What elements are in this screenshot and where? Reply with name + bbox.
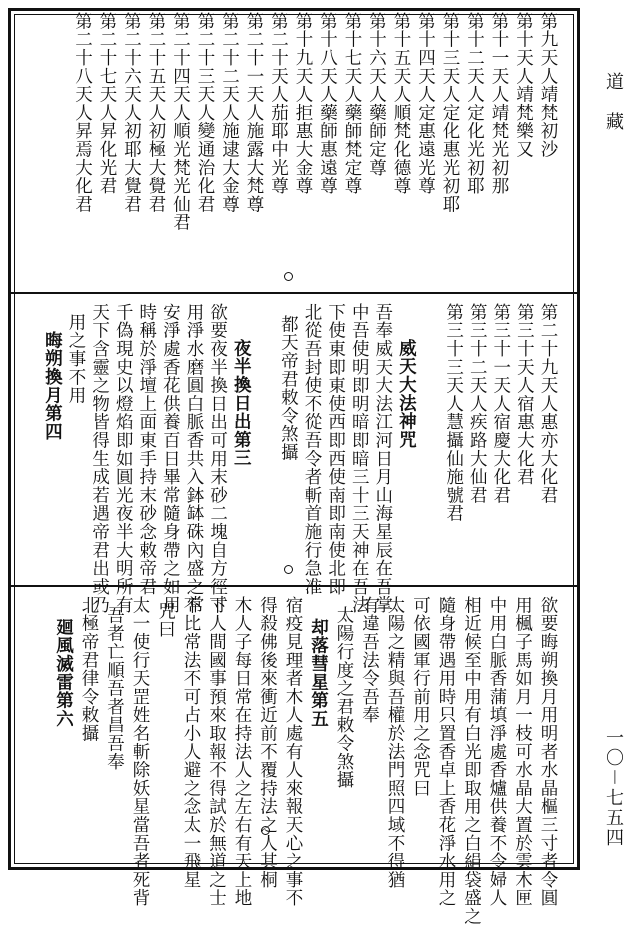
- circle-mark: [261, 826, 270, 835]
- text-column: 隨身帶遇用時只置香卓上香花淨水用之: [436, 596, 456, 908]
- text-column: 第十八天人藥師惠遠尊: [317, 12, 338, 195]
- text-column: 第十三天人定化惠光初耶: [440, 12, 460, 214]
- text-column: 木人子每日常在持法人之左右有天上地: [232, 596, 252, 908]
- text-column: 咒曰: [155, 602, 176, 639]
- text-column: 第二十七天人昇化光君: [97, 12, 117, 195]
- text-column: 太一使行天罡姓名斬除妖星當吾者死背: [130, 596, 150, 908]
- text-column: 第二十九天人惠亦大化君: [538, 303, 558, 505]
- section-heading: 廻風滅雷第六: [53, 618, 74, 728]
- text-column: 第三十二天人疾路大仙君: [467, 303, 488, 505]
- text-column: 第十二天人定化光初耶: [464, 12, 485, 195]
- text-column: 太陽之精與吾權於法門照四域不得猶: [385, 596, 405, 889]
- text-column: 吾奉威天大法江河日月山海星辰在吾掌: [372, 303, 393, 615]
- section-heading: 夜半換日出第三: [231, 339, 252, 468]
- text-column: 第十六天人藥師定尊: [366, 12, 387, 177]
- panel-divider-top: [11, 292, 577, 294]
- text-column: 用淨水磨圓白脈香共入鉢缽硃內盛之常: [184, 303, 204, 615]
- text-column: 第二十四天人順光梵光仙君: [170, 12, 191, 232]
- text-column: 時稱於淨壇上面東手持末砂念敕帝君: [136, 303, 157, 596]
- text-column: 都天帝君敕令煞攝: [278, 315, 299, 462]
- text-column: 太陽行度之君敕令煞攝: [334, 606, 354, 789]
- text-column: 第三十三天人慧攝仙施號君: [443, 303, 464, 523]
- text-column: 欲要晦朔換月用明者水晶樞三寸者令圓: [538, 596, 558, 908]
- text-column: 第十七天人藥師梵定尊: [342, 12, 362, 195]
- text-column: 第二十八天人昇焉大化君: [72, 12, 93, 214]
- text-column: 第二十五天人初極大覺君: [146, 12, 166, 214]
- text-column: 中吾使明即明暗即暗三十三天神在吾法: [349, 303, 370, 615]
- text-column: 千偽現史以燈焰即如圓光夜半大明所有: [113, 303, 134, 615]
- text-column: 可依國軍行前用之念咒曰: [410, 596, 431, 798]
- text-column: 下人間國事預來取報不得試於無道之士: [206, 596, 227, 908]
- text-column: 宿疫見理者木人處有人來報天心之事不: [283, 596, 303, 908]
- text-column: 第九天人靖梵初沙: [538, 12, 558, 159]
- text-column: 欲要夜半換日出可用末砂二塊自方徑寸: [207, 303, 228, 615]
- section-heading: 威天大法神咒: [396, 339, 417, 449]
- text-column: 第二十六天人初耶大覺君: [121, 12, 142, 214]
- section-heading: 晦朔換月第四: [42, 331, 63, 441]
- text-column: 第十一天人靖梵光初那: [489, 12, 509, 195]
- text-column: 第十天人靖梵樂又: [513, 12, 534, 159]
- text-column: 不比常法不可占小人避之念太一飛星: [181, 596, 201, 889]
- text-column: 用之事不用: [66, 313, 86, 405]
- text-column: 第二十一天人施露大梵尊: [244, 12, 264, 214]
- text-column: 安淨處香花供養百日畢常隨身帶之如用: [160, 303, 181, 615]
- text-column: 中用白脈香蒲填淨處香爐供養不令婦人: [487, 596, 507, 908]
- text-column: 相近候至中用有白光即取用之白絹袋盛之: [461, 596, 482, 925]
- text-column: 吾者亡順吾者昌吾奉: [104, 606, 125, 771]
- text-column: 用楓子馬如月一枝可水晶大置於雲木匣: [512, 596, 533, 908]
- circle-mark: [284, 272, 293, 281]
- text-column: 北極帝君律令敕攝: [79, 596, 99, 743]
- text-column: 第二十天人茄耶中光尊: [268, 12, 289, 195]
- text-column: 第二十三天人變通治化君: [195, 12, 215, 214]
- text-column: 北從吾封使不從吾令者斬首施行急准: [302, 303, 322, 596]
- text-column: 有違吾法令吾奉: [359, 596, 380, 725]
- circle-mark: [284, 565, 293, 574]
- text-column: 下使東即東使西即西使南即南使北即: [325, 303, 346, 596]
- text-column: 第十四天人定惠遠光尊: [415, 12, 436, 195]
- text-column: 第二十二天人施逮大金尊: [219, 12, 240, 214]
- text-column: 第三十一天人宿慶大化君: [490, 303, 511, 505]
- margin-page-number: 一〇－七五四: [603, 728, 624, 848]
- text-column: 天下含靈之物皆得生成若遇帝君出或乃: [89, 303, 110, 615]
- text-column: 第三十天人宿惠大化君: [514, 303, 535, 486]
- section-heading: 却落彗星第五: [308, 618, 329, 728]
- margin-book-title: 道 藏: [603, 72, 624, 132]
- text-column: 得殺佛後來衝近前不覆持法之人其桐: [257, 596, 278, 889]
- text-column: 第十九天人拒惠大金尊: [293, 12, 313, 195]
- text-column: 第十五天人順梵化德尊: [391, 12, 411, 195]
